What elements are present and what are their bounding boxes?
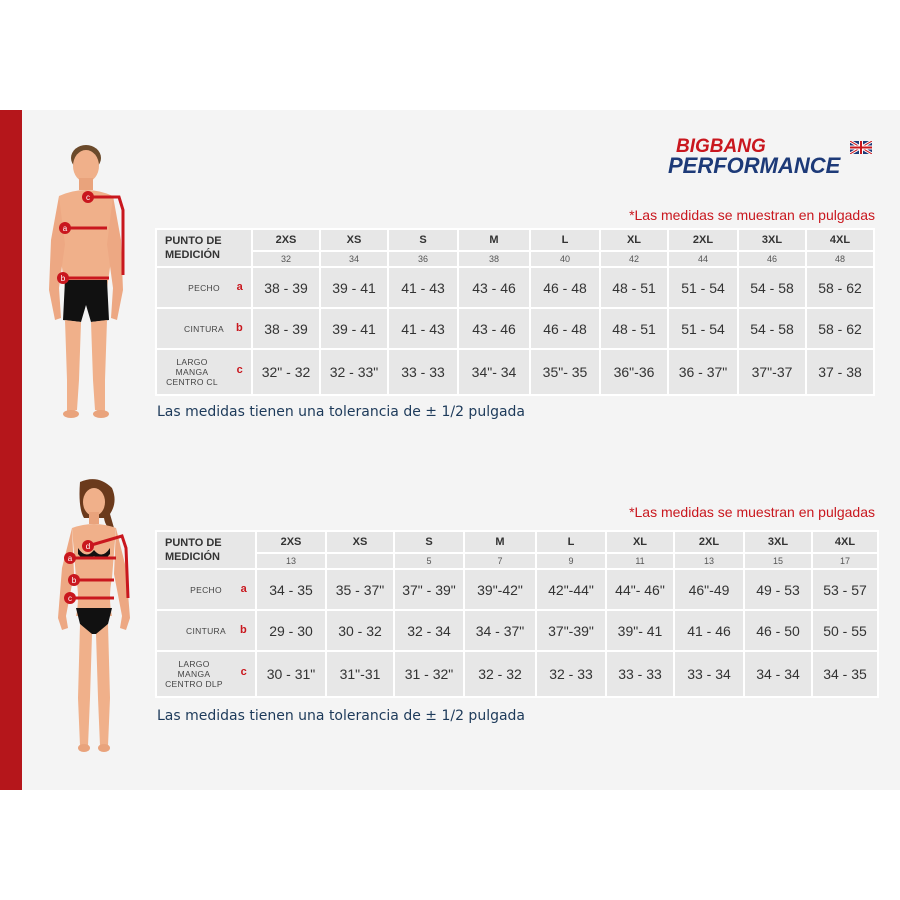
size-header: L xyxy=(530,229,600,251)
size-header: 2XL xyxy=(668,229,738,251)
row-label-cintura: CINTURA b xyxy=(156,308,252,349)
table-cell: 41 - 43 xyxy=(388,267,458,308)
size-header: XL xyxy=(600,229,668,251)
size-number: 5 xyxy=(394,553,464,569)
size-header: S xyxy=(394,531,464,553)
size-header: 3XL xyxy=(738,229,806,251)
table-cell: 39"- 41 xyxy=(606,610,674,651)
table-cell: 50 - 55 xyxy=(812,610,878,651)
table-cell: 37"-37 xyxy=(738,349,806,395)
female-figure xyxy=(50,478,140,760)
table-cell: 32 - 34 xyxy=(394,610,464,651)
table-cell: 34 - 35 xyxy=(812,651,878,697)
table-cell: 53 - 57 xyxy=(812,569,878,610)
marker-b: b xyxy=(60,274,66,283)
row-label-cintura: CINTURA b xyxy=(156,610,256,651)
table-cell: 29 - 30 xyxy=(256,610,326,651)
women-units-note: *Las medidas se muestran en pulgadas xyxy=(629,504,875,520)
size-number: 36 xyxy=(388,251,458,267)
size-header: S xyxy=(388,229,458,251)
table-cell: 48 - 51 xyxy=(600,267,668,308)
table-cell: 37" - 39" xyxy=(394,569,464,610)
table-cell: 30 - 31" xyxy=(256,651,326,697)
table-cell: 38 - 39 xyxy=(252,308,320,349)
row-label-largo-manga: LARGO MANGA CENTRO CL c xyxy=(156,349,252,395)
men-tolerance-note: Las medidas tienen una tolerancia de ± 1/2 pulgada xyxy=(157,404,526,420)
table-cell: 46 - 50 xyxy=(744,610,812,651)
women-size-table xyxy=(155,530,879,698)
table-cell: 33 - 34 xyxy=(674,651,744,697)
table-cell: 32 - 33" xyxy=(320,349,388,395)
size-header: M xyxy=(458,229,530,251)
table-cell: 46"-49 xyxy=(674,569,744,610)
size-header: 4XL xyxy=(806,229,874,251)
table-cell: 34"- 34 xyxy=(458,349,530,395)
size-number: 40 xyxy=(530,251,600,267)
table-cell: 43 - 46 xyxy=(458,308,530,349)
size-number: 15 xyxy=(744,553,812,569)
table-cell: 34 - 37" xyxy=(464,610,536,651)
table-cell: 58 - 62 xyxy=(806,267,874,308)
women-tolerance-note: Las medidas tienen una tolerancia de ± 1/2 pulgada xyxy=(157,708,526,724)
size-header: M xyxy=(464,531,536,553)
brand-logo-line1: BIGBANG xyxy=(676,136,766,157)
table-cell: 32" - 32 xyxy=(252,349,320,395)
row-label-largo-manga: LARGO MANGA CENTRO DLP c xyxy=(156,651,256,697)
marker-c: c xyxy=(86,193,90,202)
table-cell: 54 - 58 xyxy=(738,267,806,308)
table-cell: 51 - 54 xyxy=(668,308,738,349)
brand-logo xyxy=(668,137,876,179)
size-number: 32 xyxy=(252,251,320,267)
row-label-pecho: PECHO a xyxy=(156,267,252,308)
table-cell: 39 - 41 xyxy=(320,308,388,349)
table-cell: 32 - 32 xyxy=(464,651,536,697)
brand-logo-line2: PERFORMANCE xyxy=(668,153,841,178)
size-header: XS xyxy=(320,229,388,251)
marker-b: b xyxy=(71,576,77,585)
table-cell: 49 - 53 xyxy=(744,569,812,610)
row-key: b xyxy=(235,321,243,334)
marker-d: d xyxy=(85,542,91,551)
table-cell: 35 - 37" xyxy=(326,569,394,610)
marker-a: a xyxy=(62,224,68,233)
table-cell: 41 - 43 xyxy=(388,308,458,349)
table-cell: 54 - 58 xyxy=(738,308,806,349)
table-cell: 46 - 48 xyxy=(530,267,600,308)
size-number: 44 xyxy=(668,251,738,267)
size-number: 46 xyxy=(738,251,806,267)
table-cell: 42"-44" xyxy=(536,569,606,610)
table-cell: 30 - 32 xyxy=(326,610,394,651)
row-key: a xyxy=(236,280,243,293)
size-header: 4XL xyxy=(812,531,878,553)
table-cell: 48 - 51 xyxy=(600,308,668,349)
size-number: 9 xyxy=(536,553,606,569)
header-label: PUNTO DE MEDICIÓN xyxy=(156,531,256,569)
size-header: 2XS xyxy=(256,531,326,553)
size-number: 11 xyxy=(606,553,674,569)
table-cell: 39"-42" xyxy=(464,569,536,610)
row-key: b xyxy=(239,623,247,636)
size-number: 42 xyxy=(600,251,668,267)
table-cell: 34 - 35 xyxy=(256,569,326,610)
row-key: c xyxy=(240,666,247,678)
size-number: 38 xyxy=(458,251,530,267)
size-number: 7 xyxy=(464,553,536,569)
row-key: a xyxy=(240,582,247,595)
size-number: 34 xyxy=(320,251,388,267)
size-header: XL xyxy=(606,531,674,553)
table-cell: 39 - 41 xyxy=(320,267,388,308)
marker-c: c xyxy=(68,594,72,603)
table-cell: 41 - 46 xyxy=(674,610,744,651)
header-label: PUNTO DE MEDICIÓN xyxy=(156,229,252,267)
size-number: 48 xyxy=(806,251,874,267)
table-cell: 51 - 54 xyxy=(668,267,738,308)
table-cell: 34 - 34 xyxy=(744,651,812,697)
male-figure xyxy=(45,140,135,420)
men-size-table xyxy=(155,228,875,396)
table-cell: 43 - 46 xyxy=(458,267,530,308)
flag-icon xyxy=(850,141,872,154)
marker-a: a xyxy=(67,554,73,563)
size-header: 3XL xyxy=(744,531,812,553)
men-units-note: *Las medidas se muestran en pulgadas xyxy=(629,207,875,223)
table-cell: 46 - 48 xyxy=(530,308,600,349)
table-cell: 38 - 39 xyxy=(252,267,320,308)
table-cell: 33 - 33 xyxy=(606,651,674,697)
table-cell: 36"-36 xyxy=(600,349,668,395)
table-cell: 33 - 33 xyxy=(388,349,458,395)
table-cell: 37"-39" xyxy=(536,610,606,651)
table-cell: 44"- 46" xyxy=(606,569,674,610)
size-number: 13 xyxy=(674,553,744,569)
table-cell: 31"-31 xyxy=(326,651,394,697)
size-header: 2XS xyxy=(252,229,320,251)
size-number xyxy=(326,553,394,569)
table-cell: 58 - 62 xyxy=(806,308,874,349)
side-accent-bar xyxy=(0,110,22,790)
table-cell: 36 - 37" xyxy=(668,349,738,395)
size-number: 13 xyxy=(256,553,326,569)
table-cell: 31 - 32" xyxy=(394,651,464,697)
row-label-pecho: PECHO a xyxy=(156,569,256,610)
size-number: 17 xyxy=(812,553,878,569)
table-cell: 32 - 33 xyxy=(536,651,606,697)
table-cell: 37 - 38 xyxy=(806,349,874,395)
row-key: c xyxy=(236,364,243,376)
size-header: 2XL xyxy=(674,531,744,553)
size-header: XS xyxy=(326,531,394,553)
size-header: L xyxy=(536,531,606,553)
table-cell: 35"- 35 xyxy=(530,349,600,395)
